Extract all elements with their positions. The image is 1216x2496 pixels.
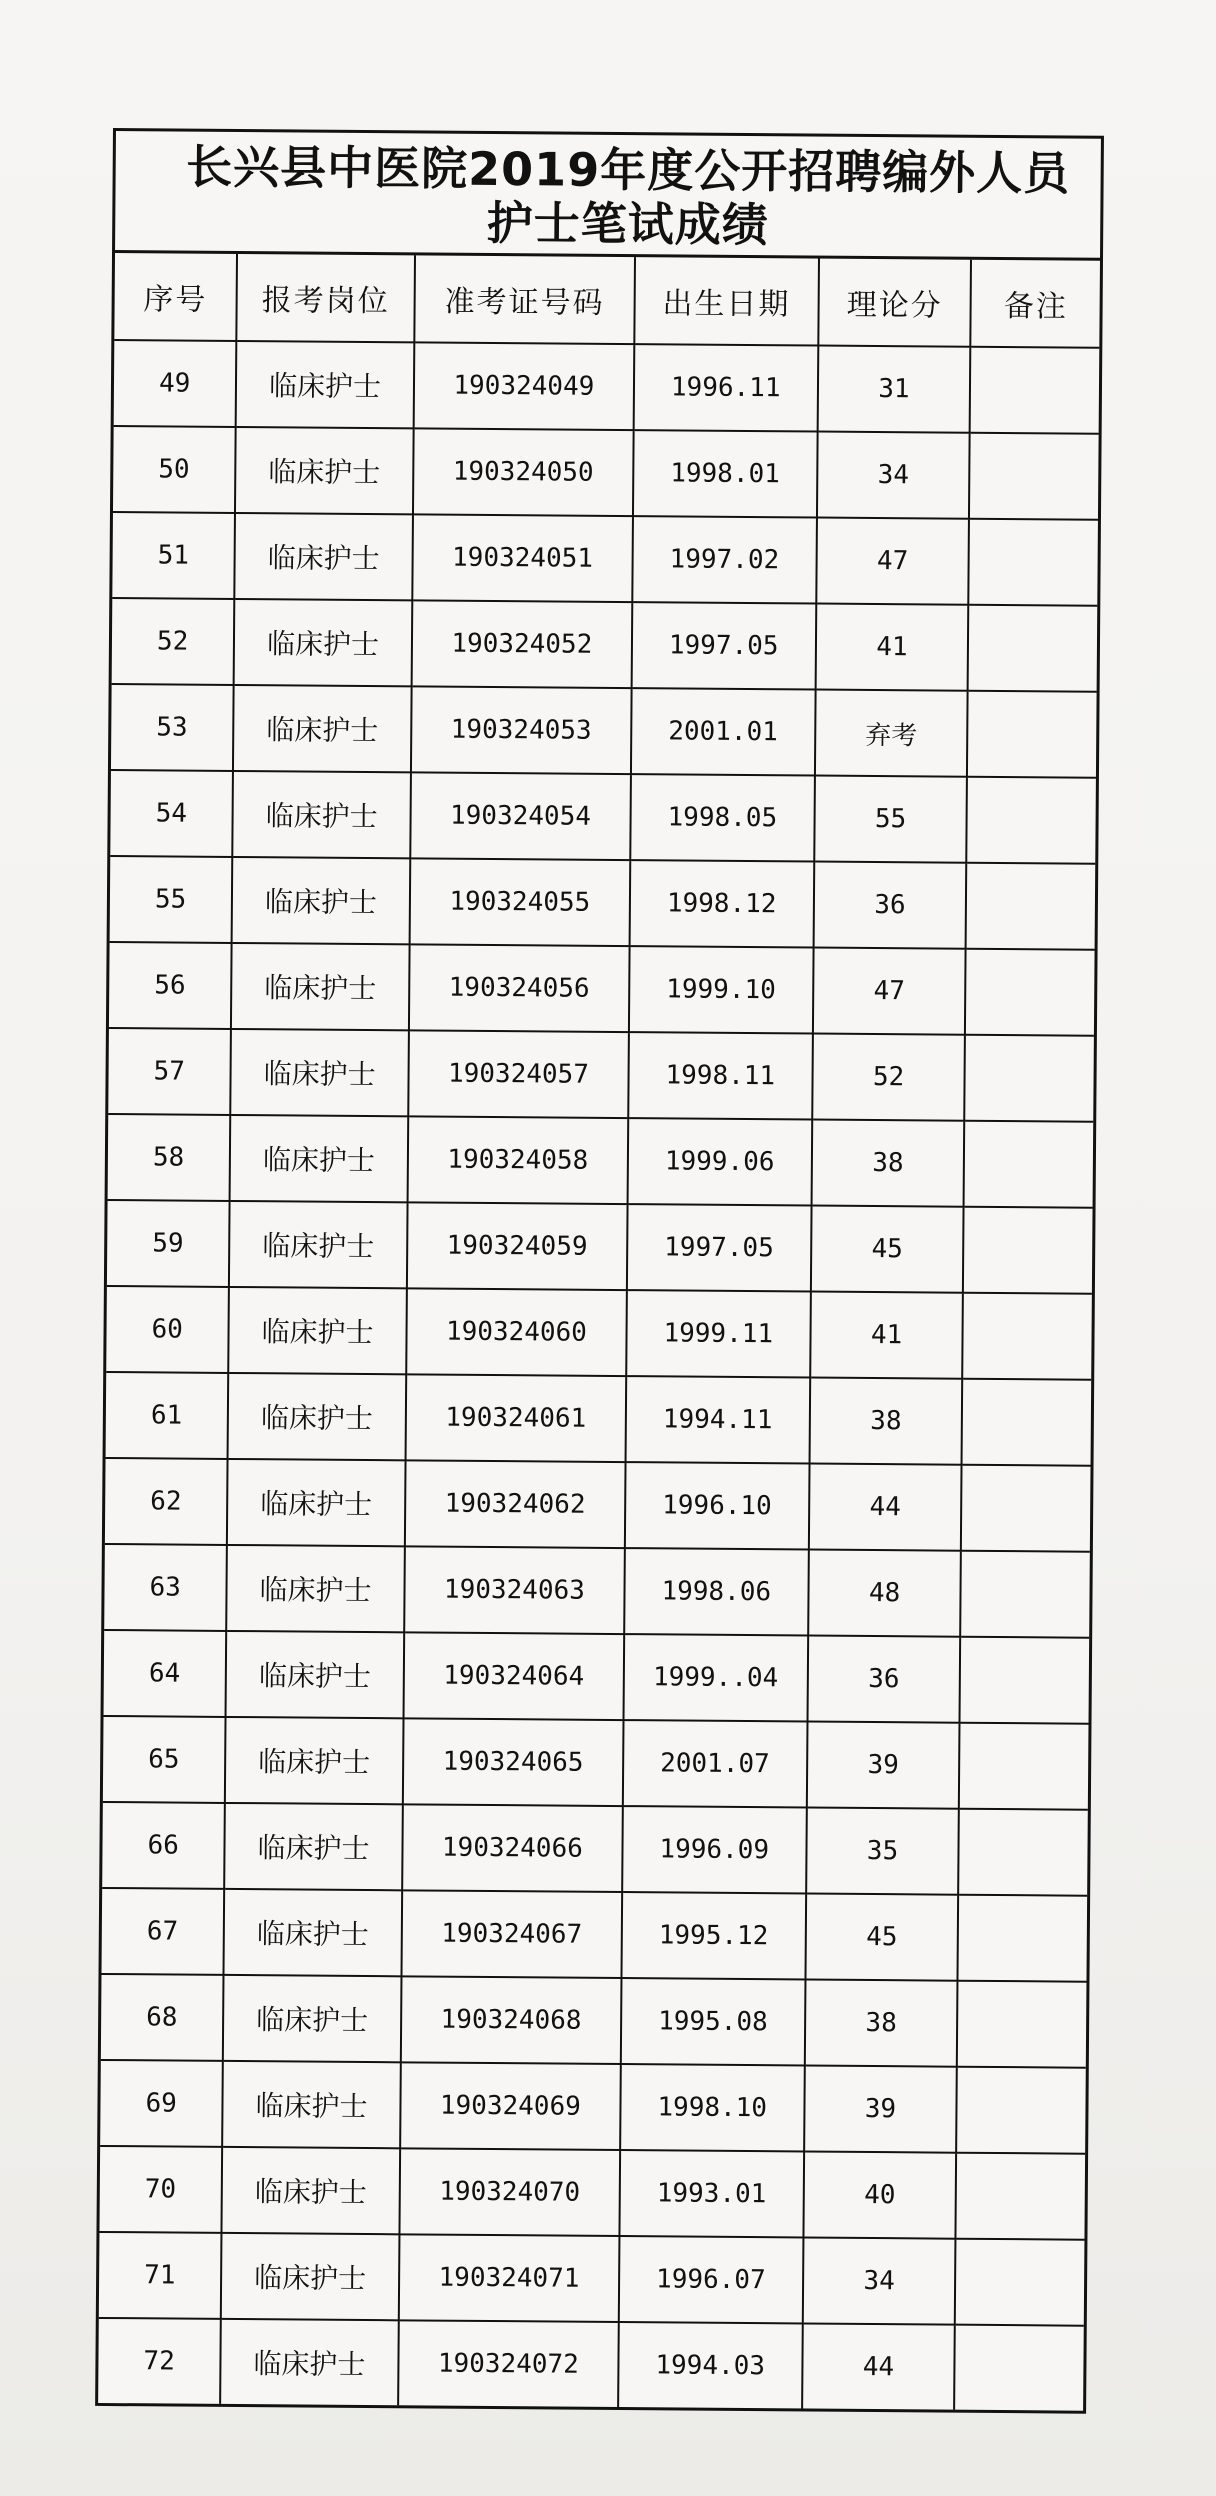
row-birth-date: 1999.06: [628, 1118, 812, 1205]
row-exam-id: 190324062: [405, 1460, 626, 1548]
table-row: [110, 856, 1096, 950]
row-birth-date: 1998.10: [620, 2064, 804, 2151]
row-number: 72: [98, 2318, 221, 2404]
row-post: 临床护士: [231, 1029, 409, 1116]
table-row: [106, 1286, 1092, 1380]
row-post: 临床护士: [224, 1889, 402, 1976]
row-post: 临床护士: [223, 1975, 401, 2062]
row-score: 31: [817, 346, 971, 433]
row-birth-date: 1999..04: [624, 1634, 808, 1721]
row-number: 55: [110, 856, 233, 943]
row-score: 44: [808, 1464, 962, 1551]
row-remark: [965, 949, 1094, 1036]
row-post: 临床护士: [227, 1459, 405, 1546]
row-birth-date: 1996.10: [625, 1462, 809, 1549]
row-exam-id: 190324052: [411, 600, 632, 688]
row-score: 35: [806, 1807, 960, 1894]
table-row: [107, 1200, 1093, 1294]
row-number: 51: [112, 512, 235, 599]
row-exam-id: 190324055: [409, 858, 630, 946]
row-number: 63: [104, 1544, 227, 1631]
row-post: 临床护士: [230, 1115, 408, 1202]
row-post: 临床护士: [225, 1803, 403, 1890]
row-score: 39: [806, 1722, 960, 1809]
row-remark: [957, 2067, 1086, 2154]
row-remark: [969, 433, 1098, 520]
table-row: [102, 1802, 1088, 1896]
header-exam-id: 准考证号码: [414, 255, 635, 344]
row-number: 70: [99, 2146, 222, 2233]
row-remark: [956, 2153, 1085, 2240]
row-post: 临床护士: [234, 599, 412, 686]
row-number: 61: [106, 1372, 229, 1459]
row-post: 临床护士: [229, 1201, 407, 1288]
row-remark: [967, 777, 1096, 864]
row-score: 38: [809, 1378, 963, 1465]
row-birth-date: 1995.08: [621, 1978, 805, 2065]
document-title: 长兴县中医院2019年度公开招聘编外人员护士笔试成绩: [115, 131, 1101, 261]
row-post: 临床护士: [229, 1287, 407, 1374]
row-remark: [959, 1723, 1088, 1810]
row-exam-id: 190324069: [400, 2062, 621, 2150]
row-exam-id: 190324053: [411, 686, 632, 774]
row-post: 临床护士: [223, 2061, 401, 2148]
row-exam-id: 190324070: [399, 2148, 620, 2236]
table-row: [100, 2060, 1086, 2154]
table-row: [114, 340, 1100, 434]
row-post: 临床护士: [233, 685, 411, 772]
row-exam-id: 190324072: [398, 2320, 619, 2407]
row-remark: [961, 1551, 1090, 1638]
table-row: [103, 1716, 1089, 1810]
table-row: [99, 2146, 1085, 2240]
row-remark: [960, 1637, 1089, 1724]
table-row: [111, 684, 1097, 778]
row-number: 64: [104, 1630, 227, 1717]
row-post: 临床护士: [220, 2319, 398, 2405]
row-exam-id: 190324071: [399, 2234, 620, 2322]
row-remark: [966, 863, 1095, 950]
row-post: 临床护士: [235, 427, 413, 514]
row-post: 临床护士: [235, 513, 413, 600]
row-birth-date: 1997.02: [632, 516, 816, 603]
header-birth-date: 出生日期: [634, 257, 818, 345]
table-row: [101, 1974, 1087, 2068]
row-exam-id: 190324064: [403, 1632, 624, 1720]
row-birth-date: 2001.07: [623, 1720, 807, 1807]
row-birth-date: 1998.01: [633, 430, 817, 517]
row-exam-id: 190324058: [407, 1116, 628, 1204]
table-row: [98, 2318, 1084, 2411]
row-exam-id: 190324063: [404, 1546, 625, 1634]
header-row: [114, 253, 1100, 348]
row-exam-id: 190324059: [407, 1202, 628, 1290]
row-number: 62: [105, 1458, 228, 1545]
table-row: [99, 2232, 1085, 2326]
row-number: 53: [111, 684, 234, 771]
row-score: 52: [812, 1034, 966, 1121]
row-birth-date: 1998.05: [630, 774, 814, 861]
row-birth-date: 1997.05: [627, 1204, 811, 1291]
table-row: [108, 1028, 1094, 1122]
row-score: 36: [813, 862, 967, 949]
row-number: 52: [112, 598, 235, 685]
row-number: 50: [113, 426, 236, 513]
row-birth-date: 2001.01: [631, 688, 815, 775]
row-number: 60: [106, 1286, 229, 1373]
row-birth-date: 1994.03: [618, 2322, 802, 2408]
row-number: 58: [108, 1114, 231, 1201]
row-remark: [961, 1465, 1090, 1552]
row-number: 59: [107, 1200, 230, 1287]
row-birth-date: 1997.05: [632, 602, 816, 689]
row-score: 47: [816, 518, 970, 605]
table-row: [113, 426, 1099, 520]
row-remark: [958, 1895, 1087, 1982]
score-sheet: [95, 128, 1104, 2414]
row-score: 弃考: [814, 690, 968, 777]
row-remark: [969, 519, 1098, 606]
row-score: 44: [802, 2323, 956, 2409]
row-remark: [963, 1207, 1092, 1294]
row-exam-id: 190324060: [406, 1288, 627, 1376]
row-score: 38: [804, 1979, 958, 2066]
row-post: 临床护士: [226, 1631, 404, 1718]
row-exam-id: 190324067: [401, 1890, 622, 1978]
row-post: 临床护士: [222, 2147, 400, 2234]
table-row: [106, 1372, 1092, 1466]
row-remark: [955, 2239, 1084, 2326]
row-post: 临床护士: [231, 943, 409, 1030]
table-row: [112, 598, 1098, 692]
row-birth-date: 1996.09: [622, 1806, 806, 1893]
header-remark: 备注: [971, 260, 1100, 348]
row-exam-id: 190324057: [408, 1030, 629, 1118]
row-exam-id: 190324051: [412, 514, 633, 602]
row-remark: [959, 1809, 1088, 1896]
row-number: 68: [101, 1974, 224, 2061]
table-row: [110, 770, 1096, 864]
row-birth-date: 1999.11: [626, 1290, 810, 1377]
row-remark: [963, 1293, 1092, 1380]
row-score: 45: [810, 1206, 964, 1293]
row-number: 69: [100, 2060, 223, 2147]
row-remark: [957, 1981, 1086, 2068]
table-row: [102, 1888, 1088, 1982]
row-number: 71: [99, 2232, 222, 2319]
row-score: 34: [817, 432, 971, 519]
row-birth-date: 1996.11: [634, 344, 818, 431]
row-exam-id: 190324068: [401, 1976, 622, 2064]
row-number: 65: [103, 1716, 226, 1803]
row-number: 66: [102, 1802, 225, 1889]
row-post: 临床护士: [236, 341, 414, 428]
row-exam-id: 190324065: [403, 1718, 624, 1806]
row-score: 47: [812, 948, 966, 1035]
row-exam-id: 190324066: [402, 1804, 623, 1892]
row-remark: [970, 347, 1099, 434]
row-birth-date: 1998.06: [624, 1548, 808, 1635]
row-birth-date: 1996.07: [619, 2236, 803, 2323]
row-score: 45: [805, 1893, 959, 1980]
row-remark: [962, 1379, 1091, 1466]
row-post: 临床护士: [228, 1373, 406, 1460]
header-post: 报考岗位: [237, 254, 415, 342]
row-score: 48: [808, 1550, 962, 1637]
row-post: 临床护士: [232, 857, 410, 944]
row-remark: [965, 1035, 1094, 1122]
header-no: 序号: [114, 253, 237, 341]
row-remark: [967, 691, 1096, 778]
row-birth-date: 1993.01: [619, 2150, 803, 2237]
row-exam-id: 190324050: [413, 428, 634, 516]
row-number: 49: [114, 340, 237, 427]
row-score: 34: [802, 2237, 956, 2324]
row-birth-date: 1994.11: [626, 1376, 810, 1463]
row-remark: [955, 2325, 1084, 2411]
table-row: [105, 1458, 1091, 1552]
table-row: [104, 1544, 1090, 1638]
row-score: 39: [804, 2065, 958, 2152]
row-exam-id: 190324061: [405, 1374, 626, 1462]
row-birth-date: 1999.10: [629, 946, 813, 1033]
row-number: 54: [110, 770, 233, 857]
row-birth-date: 1998.11: [628, 1032, 812, 1119]
table-row: [108, 1114, 1094, 1208]
row-birth-date: 1998.12: [630, 860, 814, 947]
row-score: 40: [803, 2151, 957, 2238]
row-post: 临床护士: [227, 1545, 405, 1632]
row-birth-date: 1995.12: [622, 1892, 806, 1979]
table-row: [104, 1630, 1090, 1724]
row-remark: [964, 1121, 1093, 1208]
row-score: 41: [815, 604, 969, 691]
row-exam-id: 190324054: [410, 772, 631, 860]
row-post: 临床护士: [225, 1717, 403, 1804]
table-body: [98, 340, 1099, 2411]
row-exam-id: 190324049: [413, 342, 634, 430]
row-score: 41: [810, 1292, 964, 1379]
table-row: [112, 512, 1098, 606]
table-row: [109, 942, 1095, 1036]
row-number: 57: [108, 1028, 231, 1115]
score-table: [98, 253, 1100, 2411]
row-post: 临床护士: [221, 2233, 399, 2320]
row-post: 临床护士: [233, 771, 411, 858]
row-number: 67: [102, 1888, 225, 1975]
row-exam-id: 190324056: [409, 944, 630, 1032]
row-score: 55: [814, 776, 968, 863]
row-score: 38: [811, 1120, 965, 1207]
row-remark: [968, 605, 1097, 692]
row-score: 36: [807, 1636, 961, 1723]
header-score: 理论分: [818, 259, 972, 347]
row-number: 56: [109, 942, 232, 1029]
